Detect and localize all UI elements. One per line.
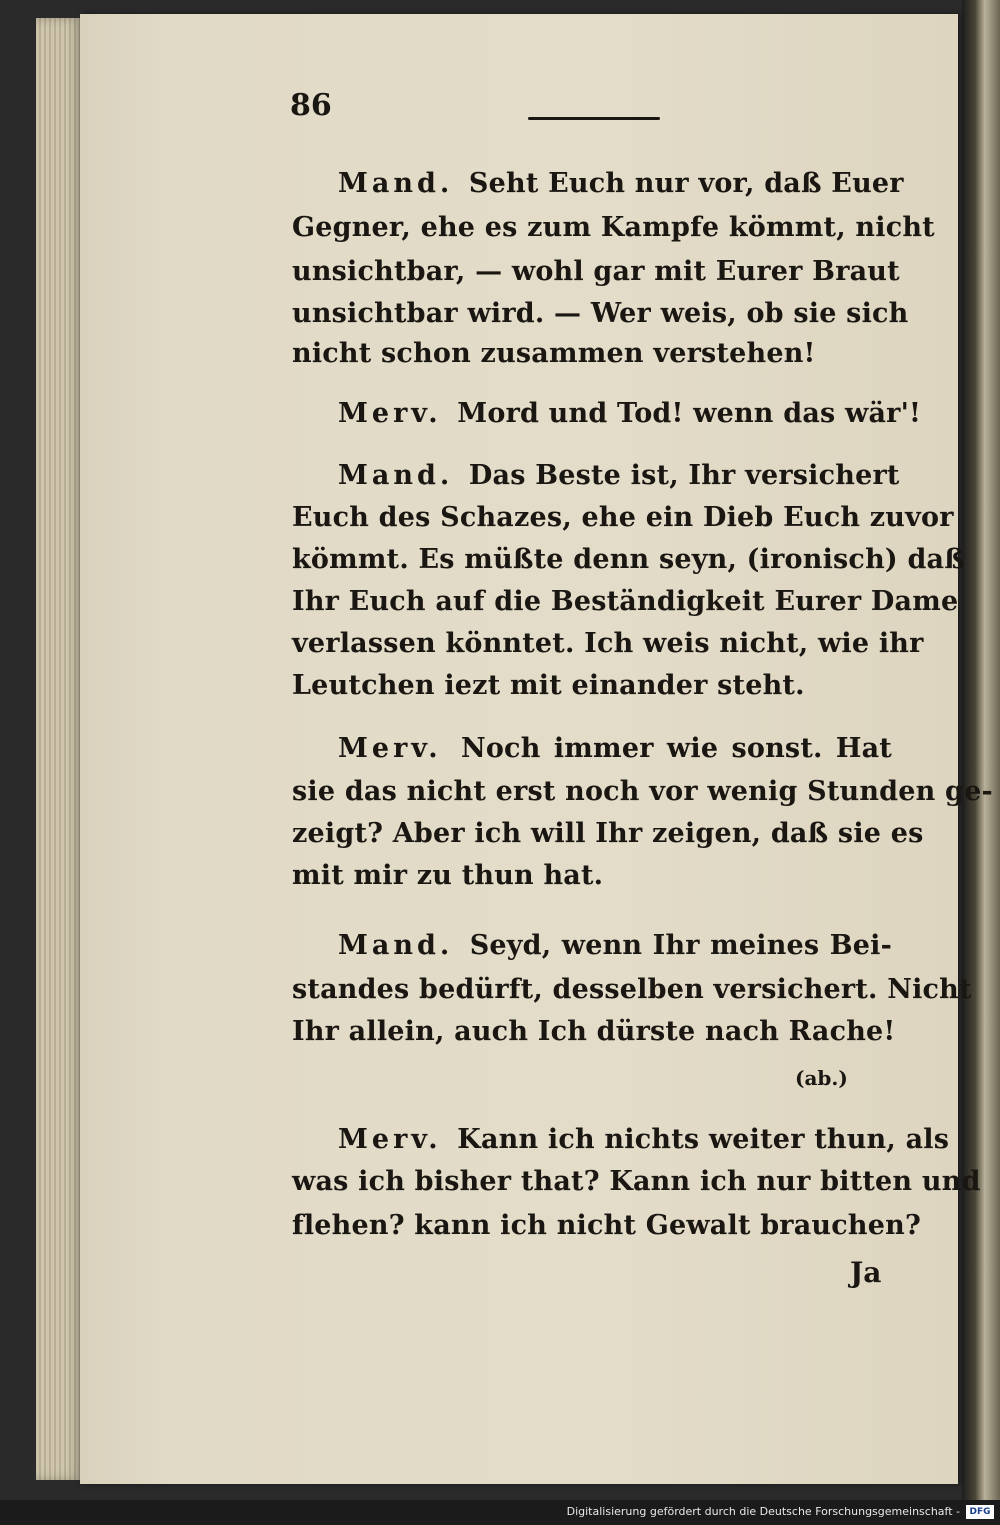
text-line: [292, 460, 900, 491]
line-text: verlassen könntet. Ich weis nicht, wie ihr: [292, 628, 924, 659]
text-line: [292, 256, 900, 287]
text-line: [292, 298, 909, 329]
text-line: [292, 168, 904, 199]
line-text: Das Beste ist, Ihr versichert: [468, 460, 900, 491]
line-text: Leutchen iezt mit einander steht.: [292, 670, 805, 701]
text-line: [292, 776, 993, 807]
line-text: sie das nicht erst noch vor wenig Stunden ge-: [292, 776, 993, 807]
footer-credit: Digitalisierung gefördert durch die Deutsche Forschungsgemeinschaft -: [566, 1505, 960, 1518]
line-text: Mord und Tod! wenn das wär'!: [457, 398, 922, 429]
line-text: Noch immer wie sonst. Hat: [460, 733, 892, 764]
line-text: Ihr Euch auf die Beständigkeit Eurer Dame: [292, 586, 959, 617]
line-text: Ihr allein, auch Ich dürste nach Rache!: [292, 1016, 896, 1047]
speaker-label: Mand.: [338, 930, 454, 961]
text-line: [292, 502, 954, 533]
text-line: [292, 930, 892, 961]
speaker-label: Mand.: [338, 168, 454, 199]
line-text: unsichtbar, — wohl gar mit Eurer Braut: [292, 256, 900, 287]
line-text: Seht Euch nur vor, daß Euer: [468, 168, 904, 199]
text-line: [292, 1210, 921, 1241]
text-line: [292, 860, 892, 891]
line-text: Euch des Schazes, ehe ein Dieb Euch zuvor: [292, 502, 954, 533]
catchword: Ja: [850, 1256, 882, 1289]
text-line: [292, 733, 892, 764]
line-text: Kann ich nichts weiter thun, als: [457, 1124, 950, 1155]
text-line: [292, 670, 892, 701]
text-line: [292, 818, 924, 849]
speaker-label: Merv.: [338, 1124, 442, 1155]
line-text: flehen? kann ich nicht Gewalt brauchen?: [292, 1210, 921, 1241]
text-line: [292, 338, 892, 369]
line-text: mit mir zu thun hat.: [292, 860, 604, 891]
page-number: 86: [290, 88, 332, 123]
speaker-label: Mand.: [338, 460, 454, 491]
text-line: [292, 1124, 950, 1155]
header-rule: [528, 117, 660, 120]
line-text: was ich bisher that? Kann ich nur bitten und: [292, 1166, 981, 1197]
text-line: [292, 398, 922, 429]
facing-page-edge: [962, 0, 1000, 1500]
footer-bar: [0, 1500, 1000, 1525]
text-line: [292, 1166, 981, 1197]
text-line: [292, 628, 924, 659]
line-text: Gegner, ehe es zum Kampfe kömmt, nicht: [292, 212, 935, 243]
speaker-label: Merv.: [338, 733, 442, 764]
dfg-logo: DFG: [966, 1505, 994, 1519]
text-line: [292, 586, 959, 617]
line-text: unsichtbar wird. — Wer weis, ob sie sich: [292, 298, 909, 329]
line-text: zeigt? Aber ich will Ihr zeigen, daß sie es: [292, 818, 924, 849]
text-line: [292, 974, 972, 1005]
line-text: nicht schon zusammen verstehen!: [292, 338, 816, 369]
line-text: Seyd, wenn Ihr meines Bei-: [469, 930, 892, 961]
speaker-label: Merv.: [338, 398, 442, 429]
line-text: standes bedürft, desselben versichert. Nicht: [292, 974, 972, 1005]
text-line: [292, 212, 935, 243]
text-line: [292, 1016, 896, 1047]
text-line: [292, 544, 965, 575]
page-stack-edge: [36, 18, 82, 1480]
line-text: kömmt. Es müßte denn seyn, (ironisch) daß: [292, 544, 965, 575]
stage-direction: (ab.): [795, 1066, 848, 1090]
